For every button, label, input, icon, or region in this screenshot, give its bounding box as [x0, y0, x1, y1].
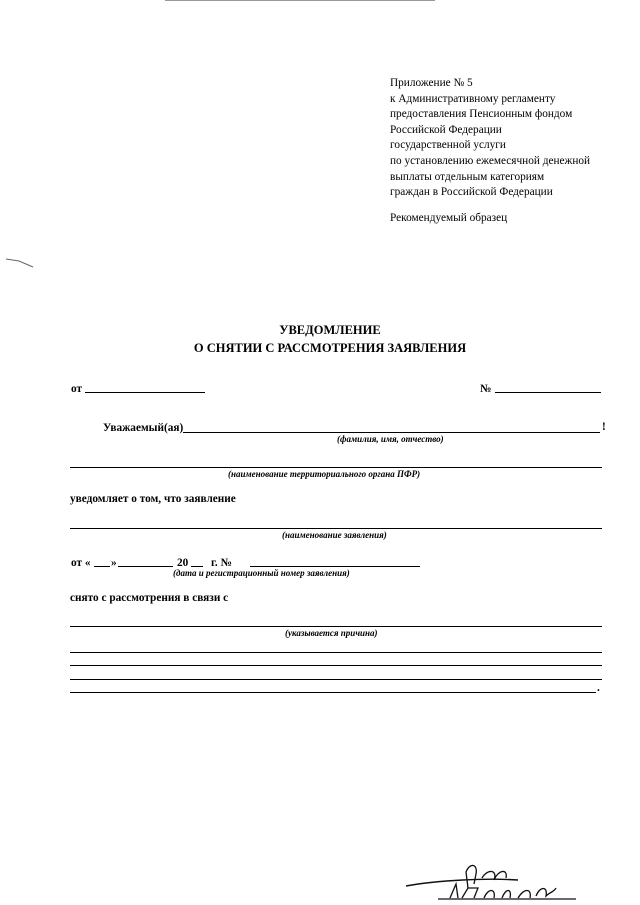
reason-line-3[interactable]: [70, 665, 602, 666]
reason-line-2[interactable]: [70, 652, 602, 653]
notify-text: уведомляет о том, что заявление: [70, 493, 236, 505]
date-quote-close: »: [111, 557, 117, 569]
date-caption: (дата и регистрационный номер заявления): [173, 568, 350, 578]
date-year-field[interactable]: [191, 566, 203, 567]
document-title: УВЕДОМЛЕНИЕ: [279, 323, 381, 337]
approval-line: государственной услуги: [390, 139, 506, 152]
greeting-label: Уважаемый(ая): [103, 422, 184, 434]
reason-line-4[interactable]: [70, 679, 602, 680]
handwritten-signature: [398, 858, 583, 903]
date-from-label: от «: [71, 557, 91, 569]
approval-line: к Административному регламенту: [390, 92, 556, 105]
recipient-name-field[interactable]: [183, 432, 600, 433]
registration-number-field[interactable]: [250, 566, 420, 567]
date-year-prefix: 20: [177, 557, 189, 569]
application-name-field[interactable]: [70, 528, 602, 529]
territorial-organ-field[interactable]: [70, 467, 602, 468]
approval-line: по установлению ежемесячной денежной: [390, 154, 591, 167]
application-caption: (наименование заявления): [282, 530, 387, 540]
date-month-field[interactable]: [118, 566, 173, 567]
approval-line: выплаты отдельным категориям: [390, 170, 545, 183]
removed-text: снято с рассмотрения в связи с: [70, 592, 229, 604]
organ-caption: (наименование территориального органа ПФР): [228, 469, 421, 479]
name-caption: (фамилия, имя, отчество): [337, 434, 444, 444]
document-subtitle: О СНЯТИИ С РАССМОТРЕНИЯ ЗАЯВЛЕНИЯ: [193, 341, 467, 355]
final-period: .: [597, 682, 600, 694]
from-label: от: [71, 383, 83, 395]
recommended-sample-label: Рекомендуемый образец: [390, 212, 508, 224]
approval-line: граждан в Российской Федерации: [390, 186, 553, 199]
date-day-field[interactable]: [94, 566, 110, 567]
reason-line-5[interactable]: [70, 692, 596, 693]
approval-line: Приложение № 5: [390, 77, 473, 89]
approval-line: предоставления Пенсионным фондом: [390, 108, 573, 121]
approval-block: [390, 76, 630, 201]
top-rule: [165, 0, 435, 1]
stray-pen-mark: [5, 258, 35, 270]
number-label: №: [480, 383, 492, 395]
from-date-field[interactable]: [85, 392, 205, 393]
approval-line: Российской Федерации: [390, 123, 502, 136]
number-field[interactable]: [495, 392, 601, 393]
date-year-suffix: г. №: [211, 557, 232, 569]
reason-caption: (указывается причина): [285, 628, 378, 638]
greeting-exclamation: !: [602, 421, 606, 433]
reason-field[interactable]: [70, 626, 602, 627]
